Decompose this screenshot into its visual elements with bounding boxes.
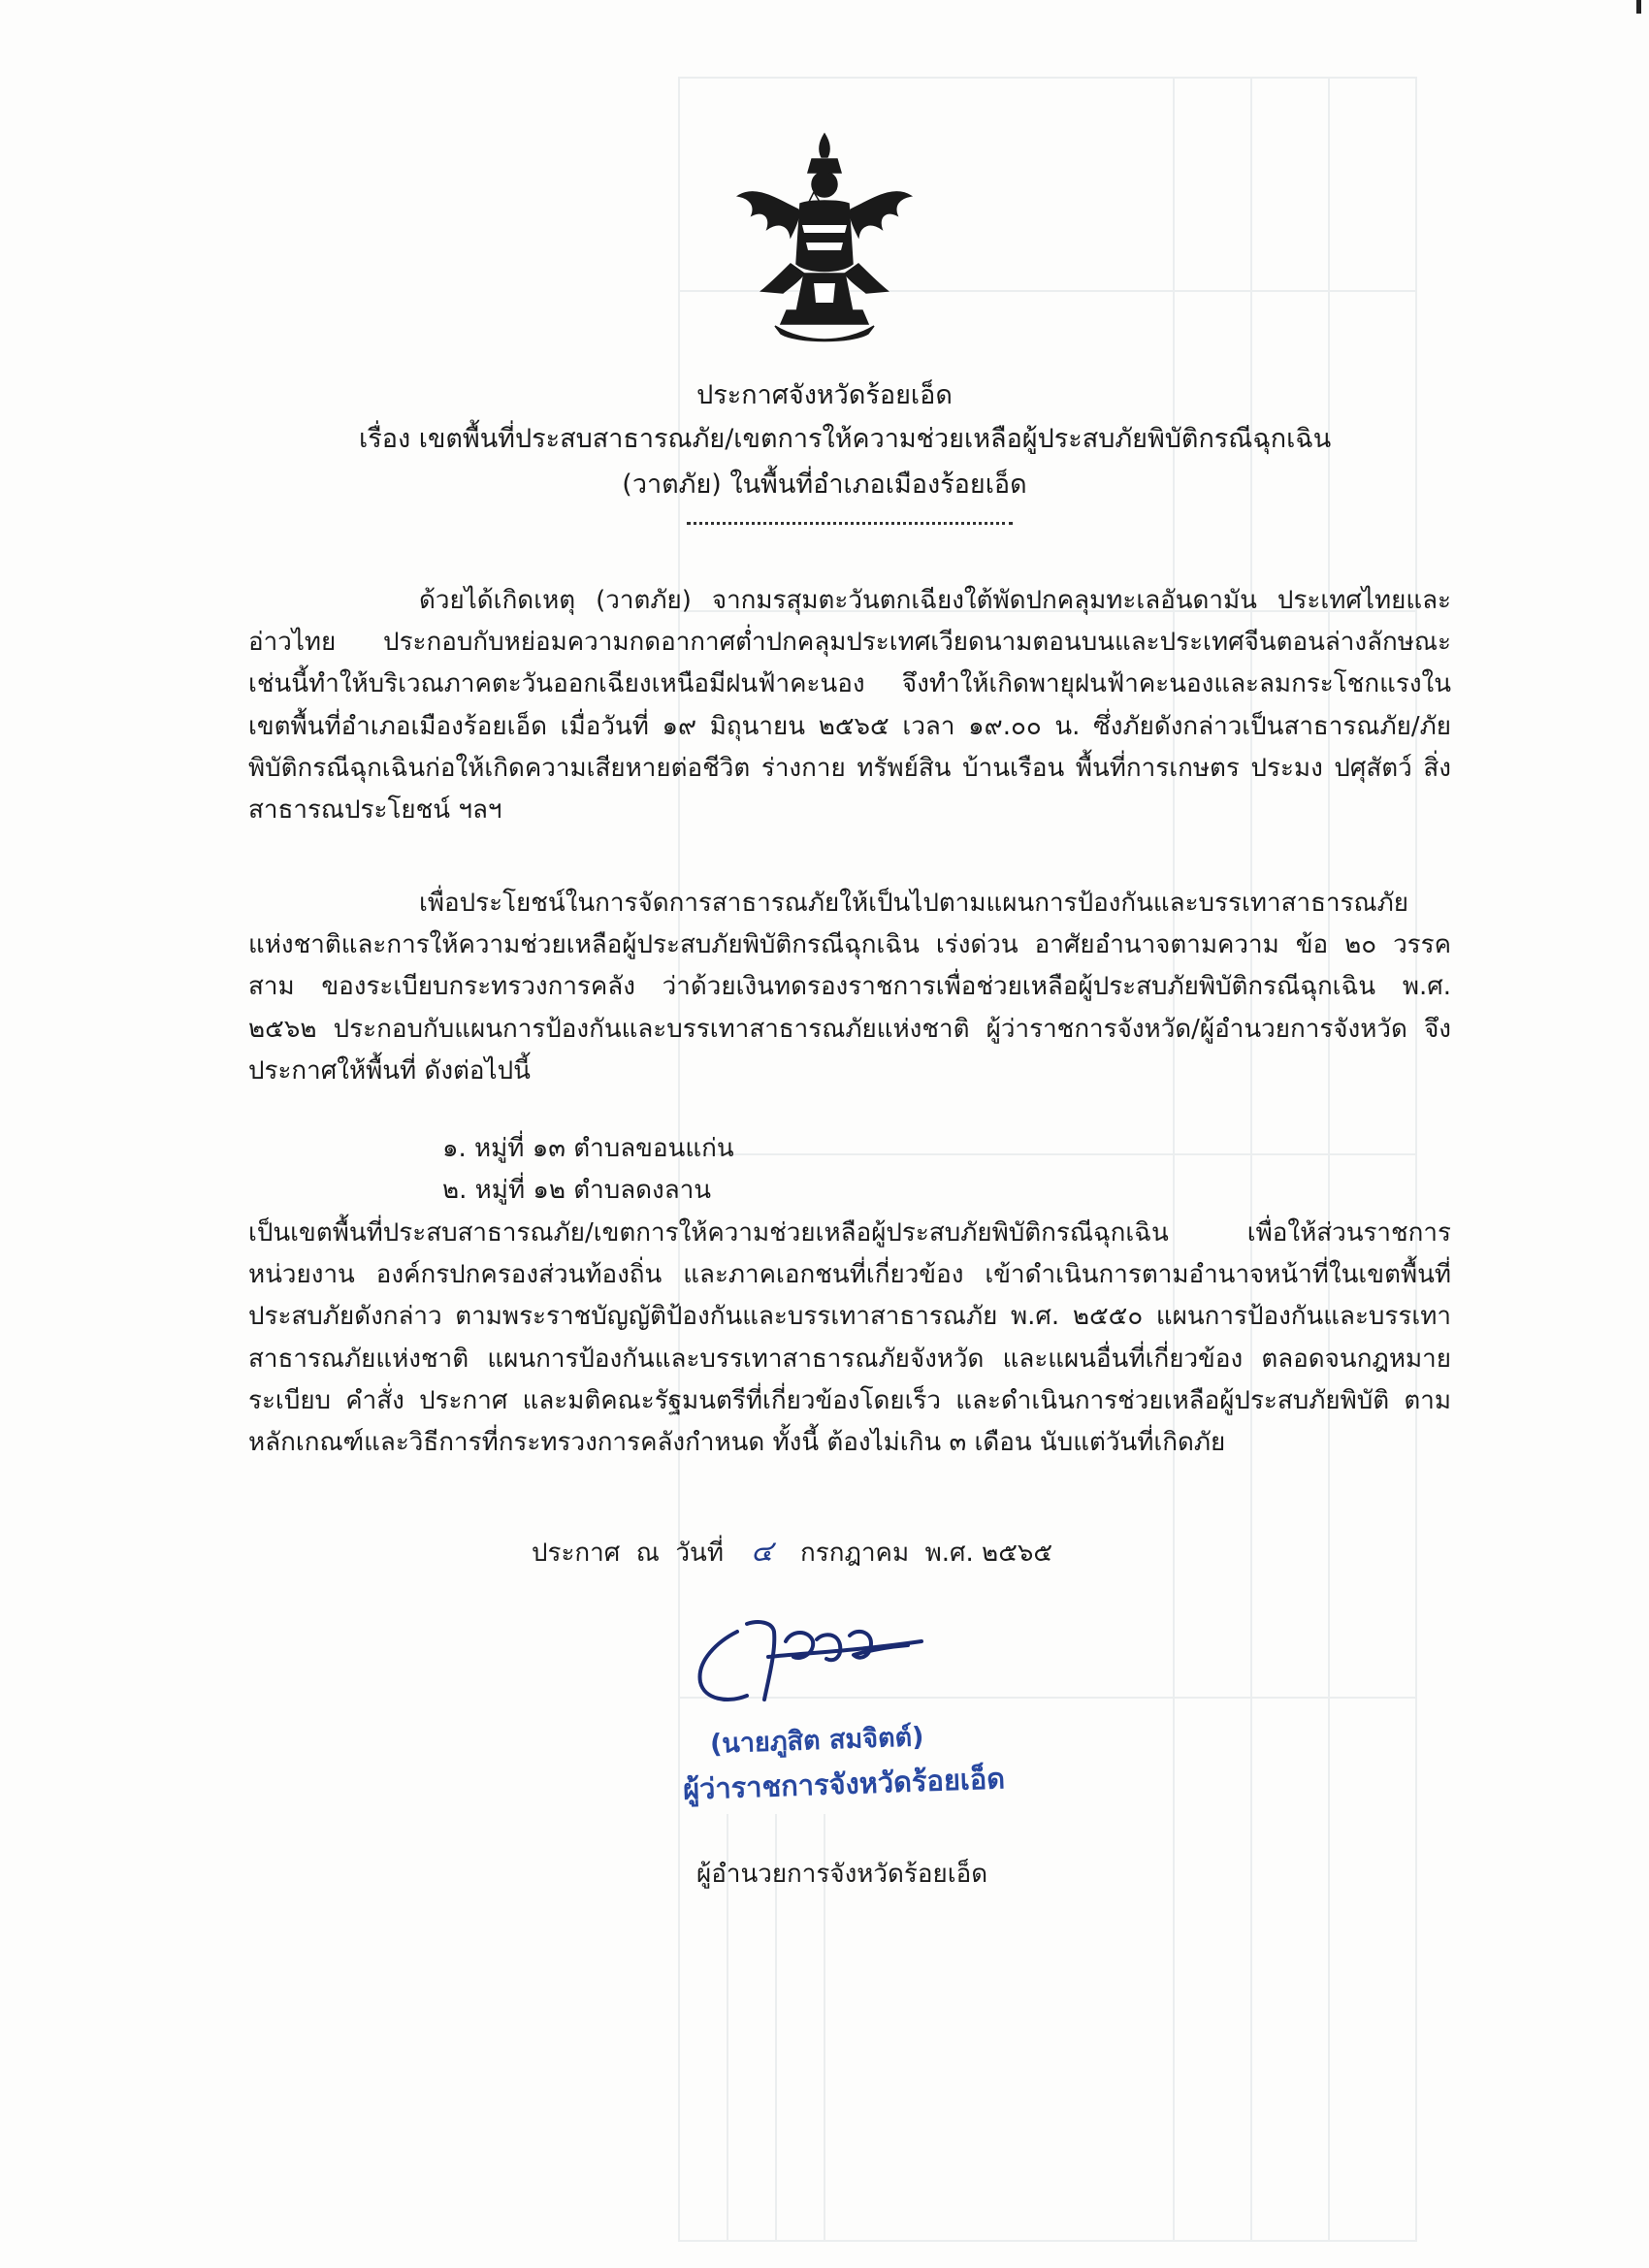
dotted-separator: [687, 522, 1013, 525]
handwritten-signature: [679, 1603, 989, 1719]
announcement-date: [532, 1531, 1052, 1574]
signatory-name: (นายภูสิต สมจิตต์): [709, 1722, 924, 1760]
area-list-item: ๒. หมู่ที่ ๑๒ ตำบลดงลาน: [442, 1176, 712, 1205]
area-list-item: ๑. หมู่ที่ ๑๓ ตำบลขอนแก่น: [442, 1134, 734, 1163]
body-paragraph-2: เพื่อประโยชน์ในการจัดการสาธารณภัยให้เป็นไปตามแผนการป้องกันและบรรเทาสาธารณภัยแห่งชาติและการให้ความช่วยเหลือผู้ประสบภัยพิบัติกรณีฉุกเฉิน เร่งด่วน อาศัยอำนาจตามความ ข้อ ๒๐ วรรคสาม ของระเบียบกระทรวงการคลัง ว่าด้วยเงินทดรองราชการเพื่อช่วยเหลือผู้ประสบภัยพิบัติกรณีฉุกเฉิน พ.ศ. ๒๕๖๒ ประกอบกับแผนการป้องกันและบรรเทาสาธารณภัยแห่งชาติ ผู้ว่าราชการจังหวัด/ผู้อำนวยการจังหวัด จึงประกาศให้พื้นที่ ดังต่อไปนี้: [248, 889, 1451, 1085]
scan-corner-mark: [1636, 0, 1641, 14]
garuda-emblem-icon: [732, 128, 917, 346]
date-prefix: ประกาศ ณ วันที่: [532, 1539, 724, 1568]
announcement-title: ประกาศจังหวัดร้อยเอ็ด: [696, 380, 953, 410]
subject-line-continued: (วาตภัย) ในพื้นที่อำเภอเมืองร้อยเอ็ด: [622, 470, 1027, 500]
date-month-year: กรกฎาคม พ.ศ. ๒๕๖๕: [800, 1539, 1053, 1568]
body-paragraph-3: เป็นเขตพื้นที่ประสบสาธารณภัย/เขตการให้ความช่วยเหลือผู้ประสบภัยพิบัติกรณีฉุกเฉิน เพื่อให้ส่วนราชการ หน่วยงาน องค์กรปกครองส่วนท้องถิ่น และภาคเอกชนที่เกี่ยวข้อง เข้าดำเนินการตามอำนาจหน้าที่ในเขตพื้นที่ ประสบภัยดังกล่าว ตามพระราชบัญญัติป้องกันและบรรเทาสาธารณภัย พ.ศ. ๒๕๕๐ แผนการป้องกันและบรรเทาสาธารณภัยแห่งชาติ แผนการป้องกันและบรรเทาสาธารณภัยจังหวัด และแผนอื่นที่เกี่ยวข้อง ตลอดจนกฎหมาย ระเบียบ คำสั่ง ประกาศ และมติคณะรัฐมนตรีที่เกี่ยวข้องโดยเร็ว และดำเนินการช่วยเหลือผู้ประสบภัยพิบัติ ตามหลักเกณฑ์และวิธีการที่กระทรวงการคลังกำหนด ทั้งนี้ ต้องไม่เกิน ๓ เดือน นับแต่วันที่เกิดภัย: [248, 1218, 1451, 1458]
body-paragraph-1: ด้วยได้เกิดเหตุ (วาตภัย) จากมรสุมตะวันตกเฉียงใต้พัดปกคลุมทะเลอันดามัน ประเทศไทยและอ่าวไทย ประกอบกับหย่อมความกดอากาศต่ำปกคลุมประเทศเวียดนามตอนบนและประเทศจีนตอนล่างลักษณะเช่นนี้ทำให้บริเวณภาคตะวันออกเฉียงเหนือมีฝนฟ้าคะนอง จึงทำให้เกิดพายุฝนฟ้าคะนองและลมกระโชกแรงในเขตพื้นที่อำเภอเมืองร้อยเอ็ด เมื่อวันที่ ๑๙ มิถุนายน ๒๕๖๕ เวลา ๑๙.๐๐ น. ซึ่งภัยดังกล่าวเป็นสาธารณภัย/ภัยพิบัติกรณีฉุกเฉินก่อให้เกิดความเสียหายต่อชีวิต ร่างกาย ทรัพย์สิน บ้านเรือน พื้นที่การเกษตร ประมง ปศุสัตว์ สิ่งสาธารณประโยชน์ ฯลฯ: [248, 586, 1451, 826]
signatory-position: ผู้ว่าราชการจังหวัดร้อยเอ็ด: [682, 1762, 1006, 1806]
signatory-acting-position: ผู้อำนวยการจังหวัดร้อยเอ็ด: [696, 1860, 988, 1889]
date-day-handwritten: ๔: [751, 1535, 773, 1569]
subject-line: เรื่อง เขตพื้นที่ประสบสาธารณภัย/เขตการให้ความช่วยเหลือผู้ประสบภัยพิบัติกรณีฉุกเฉิน: [359, 424, 1332, 454]
